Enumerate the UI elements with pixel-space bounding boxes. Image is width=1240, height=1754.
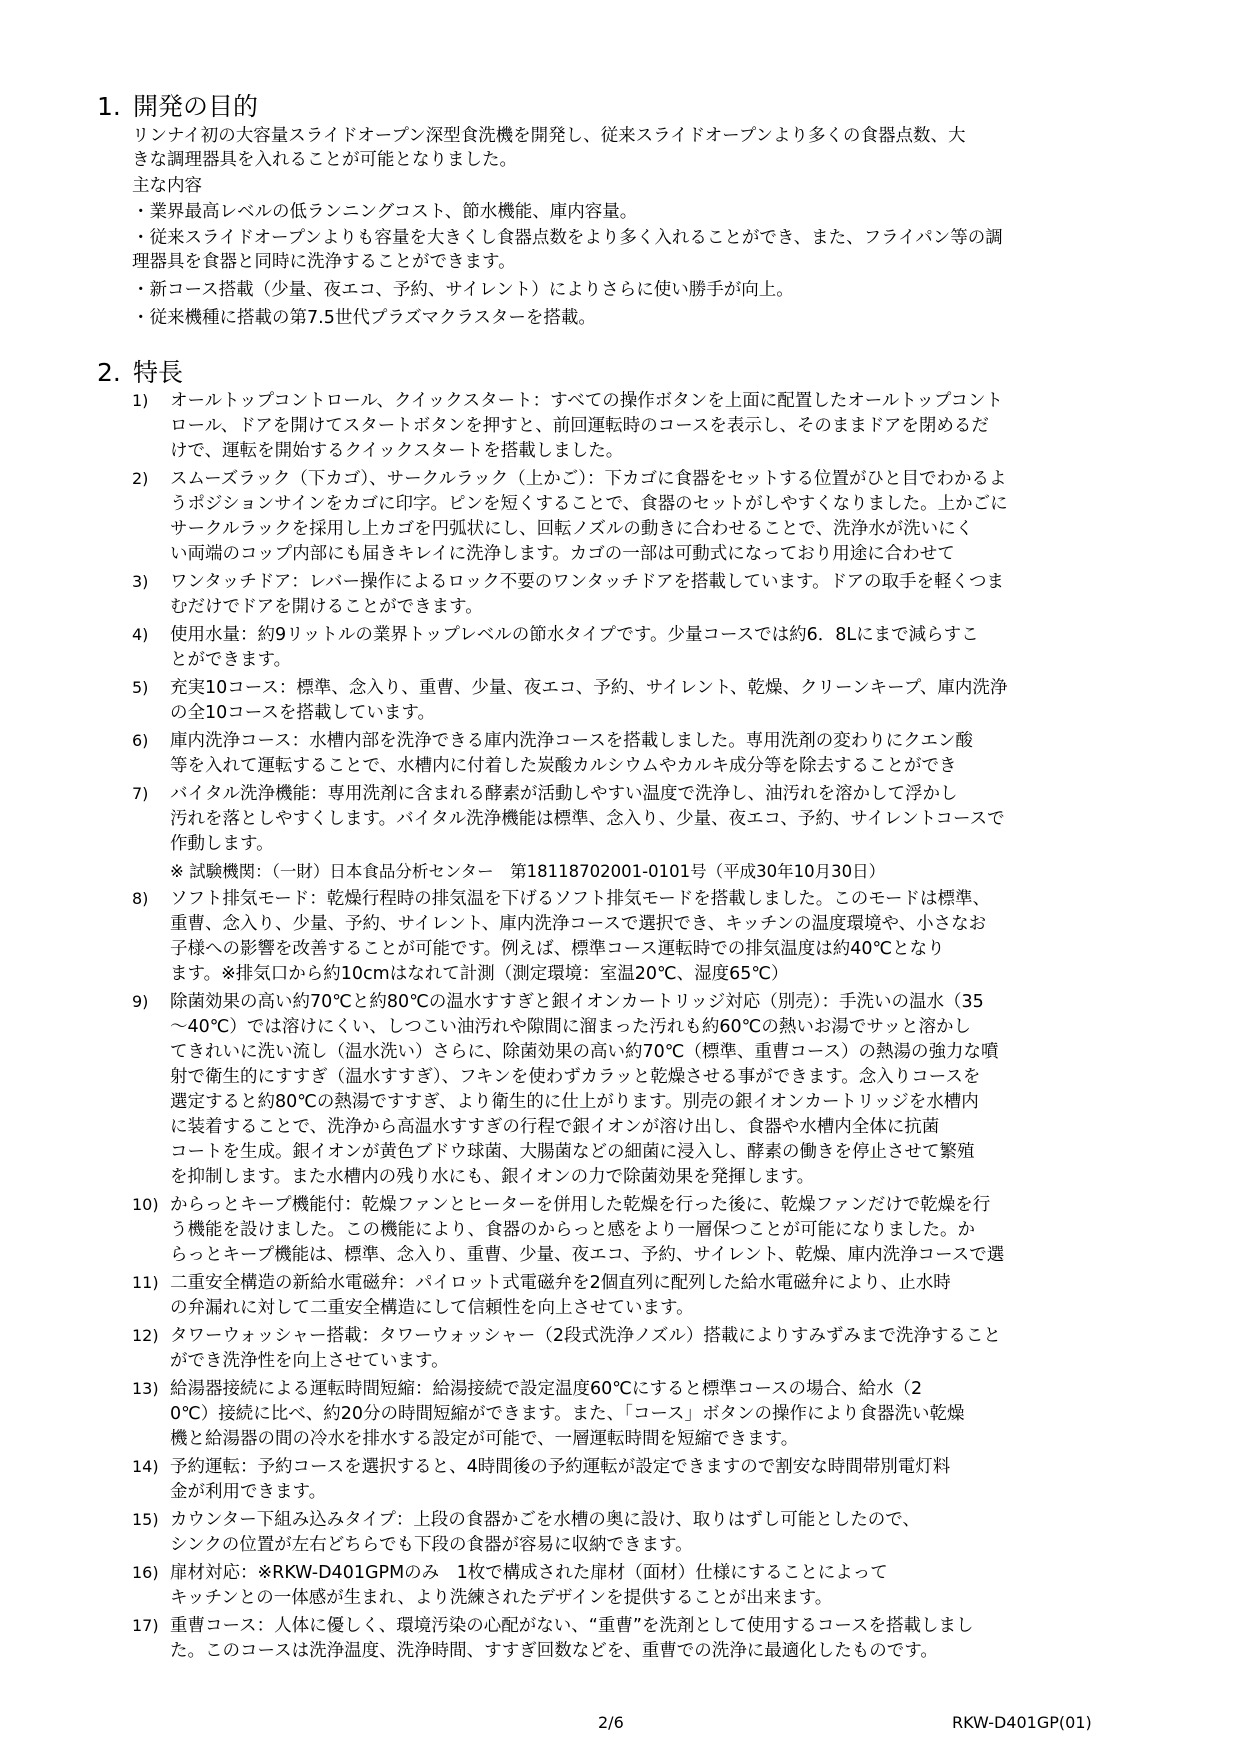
item-number: 4)	[132, 625, 149, 644]
item-line: 選定すると約80℃の熱湯ですすぎ、より衛生的に仕上がります。別売の銀イオンカートリッジを水槽内	[170, 1092, 979, 1112]
item-line: 扉材対応：※RKW-D401GPMのみ 1枚で構成された扉材（面材）仕様にすることによって	[170, 1563, 888, 1583]
item-line: 使用水量：約9リットルの業界トップレベルの節水タイプです。少量コースでは約6．8Lにまで減らすこ	[170, 625, 979, 645]
item-number: 8)	[132, 889, 149, 908]
item-line: けで、運転を開始するクイックスタートを搭載しました。	[170, 441, 624, 461]
item-line: 機と給湯器の間の冷水を排水する設定が可能で、一層運転時間を短縮できます。	[170, 1429, 799, 1449]
item-line: ができ洗浄性を向上させています。	[170, 1351, 449, 1371]
item-line: ワンタッチドア：レバー操作によるロック不要のワンタッチドアを搭載しています。ドアの取手を軽くつま	[170, 572, 1005, 592]
document-code: RKW-D401GP(01)	[952, 1713, 1092, 1732]
bullet-line: ・新コース搭載（少量、夜エコ、予約、サイレント）によりさらに使い勝手が向上。	[132, 280, 794, 300]
item-number: 13)	[132, 1379, 159, 1398]
item-line: サークルラックを採用し上カゴを円弧状にし、回転ノズルの動きに合わせることで、洗浄水が洗いにく	[170, 519, 974, 539]
item-line: ～40℃）では溶けにくい、しつこい油汚れや隙間に溜まった汚れも約60℃の熱いお湯でサッと溶かし	[170, 1017, 971, 1037]
item-line: の全10コースを搭載しています。	[170, 703, 435, 723]
section-title: 開発の目的	[133, 92, 259, 121]
item-line: スムーズラック（下カゴ）、サークルラック（上かご）：下カゴに食器をセットする位置がひと目でわかるよ	[170, 469, 1007, 489]
item-line: てきれいに洗い流し（温水洗い）さらに、除菌効果の高い約70℃（標準、重曹コース）の熱湯の強力な噴	[170, 1042, 999, 1062]
item-line: キッチンとの一体感が生まれ、より洗練されたデザインを提供することが出来ます。	[170, 1588, 833, 1608]
item-number: 6)	[132, 731, 149, 750]
item-line: バイタル洗浄機能：専用洗剤に含まれる酵素が活動しやすい温度で洗浄し、油汚れを溶かして浮かし	[170, 784, 958, 804]
item-line: 予約運転：予約コースを選択すると、4時間後の予約運転が設定できますので割安な時間帯別電灯料	[170, 1457, 951, 1477]
item-line: 汚れを落としやすくします。バイタル洗浄機能は標準、念入り、少量、夜エコ、予約、サイレントコースで	[170, 809, 1005, 829]
item-line: う機能を設けました。この機能により、食器のからっと感をより一層保つことが可能になりました。か	[170, 1220, 975, 1240]
item-line: 除菌効果の高い約70℃と約80℃の温水すすぎと銀イオンカートリッジ対応（別売）：手洗いの温水（35	[170, 992, 984, 1012]
item-line: 0℃）接続に比べ、約20分の時間短縮ができます。また、「コース」ボタンの操作により食器洗い乾燥	[170, 1404, 965, 1424]
item-number: 14)	[132, 1457, 159, 1476]
item-line: カウンター下組み込みタイプ：上段の食器かごを水槽の奥に設け、取りはずし可能としたので、	[170, 1510, 920, 1530]
item-line: の弁漏れに対して二重安全構造にして信頼性を向上させています。	[170, 1298, 694, 1318]
item-line: うポジションサインをカゴに印字。ピンを短くすることで、食器のセットがしやすくなりました。上かごに	[170, 494, 1008, 514]
subheading: 主な内容	[132, 176, 202, 196]
note-line: ※ 試験機関：（一財）日本食品分析センター 第18118702001-0101号（平成30年10月30日）	[170, 862, 886, 881]
item-number: 5)	[132, 678, 149, 697]
item-line: らっとキープ機能は、標準、念入り、重曹、少量、夜エコ、予約、サイレント、乾燥、庫内洗浄コースで選	[170, 1245, 1005, 1265]
item-line: に装着することで、洗浄から高温水すすぎの行程で銀イオンが溶け出し、食器や水槽内全体に抗菌	[170, 1117, 940, 1137]
item-number: 12)	[132, 1326, 159, 1345]
bullet-line: ・従来機種に搭載の第7.5世代プラズマクラスターを搭載。	[132, 308, 596, 328]
section-title: 特長	[133, 358, 184, 387]
item-line: ロール、ドアを開けてスタートボタンを押すと、前回運転時のコースを表示し、そのままドアを閉めるだ	[170, 416, 989, 436]
item-line: い両端のコップ内部にも届きキレイに洗浄します。カゴの一部は可動式になっており用途に合わせて	[170, 544, 955, 564]
item-number: 1)	[132, 391, 149, 410]
item-line: た。このコースは洗浄温度、洗浄時間、すすぎ回数などを、重曹での洗浄に最適化したものです。	[170, 1641, 938, 1661]
item-line: 金が利用できます。	[170, 1482, 327, 1502]
item-number: 2)	[132, 469, 149, 488]
item-line: 庫内洗浄コース：水槽内部を洗浄できる庫内洗浄コースを搭載しました。専用洗剤の変わりにクエン酸	[170, 731, 973, 751]
section-number: 2.	[97, 358, 121, 387]
item-number: 7)	[132, 784, 149, 803]
section-heading-2	[97, 358, 183, 388]
item-line: タワーウォッシャー搭載：タワーウォッシャー（2段式洗浄ノズル）搭載によりすみずみまで洗浄すること	[170, 1326, 1001, 1346]
item-line: シンクの位置が左右どちらでも下段の食器が容易に収納できます。	[170, 1535, 693, 1555]
item-number: 10)	[132, 1195, 159, 1214]
item-number: 17)	[132, 1616, 159, 1635]
item-number: 15)	[132, 1510, 159, 1529]
item-line: オールトップコントロール、クイックスタート：すべての操作ボタンを上面に配置したオールトップコント	[170, 391, 1003, 411]
item-number: 11)	[132, 1273, 159, 1292]
item-line: 重曹コース：人体に優しく、環境汚染の心配がない、“重曹”を洗剤として使用するコースを搭載しまし	[170, 1616, 974, 1636]
section-heading-1	[97, 92, 258, 122]
bullet-line: 理器具を食器と同時に洗浄することができます。	[132, 252, 516, 272]
item-line: ソフト排気モード：乾燥行程時の排気温を下げるソフト排気モードを搭載しました。このモードは標準、	[170, 889, 991, 909]
item-line: からっとキープ機能付：乾燥ファンとヒーターを併用した乾燥を行った後に、乾燥ファンだけで乾燥を行	[170, 1195, 991, 1215]
page-number: 2/6	[598, 1713, 624, 1732]
item-line: 充実10コース：標準、念入り、重曹、少量、夜エコ、予約、サイレント、乾燥、クリーンキープ、庫内洗浄	[170, 678, 1008, 698]
section-number: 1.	[97, 92, 121, 121]
item-line: を抑制します。また水槽内の残り水にも、銀イオンの力で除菌効果を発揮します。	[170, 1167, 815, 1187]
item-line: コートを生成。銀イオンが黄色ブドウ球菌、大腸菌などの細菌に浸入し、酵素の働きを停止させて繁殖	[170, 1142, 975, 1162]
item-line: ます。※排気口から約10cmはなれて計測（測定環境：室温20℃、湿度65℃）	[170, 964, 789, 984]
paragraph-line: リンナイ初の大容量スライドオープン深型食洗機を開発し、従来スライドオープンより多くの食器点数、大	[132, 126, 966, 146]
item-number: 3)	[132, 572, 149, 591]
item-line: 等を入れて運転することで、水槽内に付着した炭酸カルシウムやカルキ成分等を除去することができ	[170, 756, 957, 776]
item-line: 二重安全構造の新給水電磁弁：パイロット式電磁弁を2個直列に配列した給水電磁弁により、止水時	[170, 1273, 951, 1293]
bullet-line: ・業界最高レベルの低ランニングコスト、節水機能、庫内容量。	[132, 202, 638, 222]
item-number: 9)	[132, 992, 149, 1011]
item-line: とができます。	[170, 650, 292, 670]
bullet-line: ・従来スライドオープンよりも容量を大きくし食器点数をより多く入れることができ、また、フライパン等の調	[132, 228, 1003, 248]
item-line: 給湯器接続による運転時間短縮：給湯接続で設定温度60℃にすると標準コースの場合、給水（2	[170, 1379, 923, 1399]
item-number: 16)	[132, 1563, 159, 1582]
item-line: 重曹、念入り、少量、予約、サイレント、庫内洗浄コースで選択でき、キッチンの温度環境や、小さなお	[170, 914, 987, 934]
item-line: 子様への影響を改善することが可能です。例えば、標準コース運転時での排気温度は約40℃となり	[170, 939, 945, 959]
item-line: むだけでドアを開けることができます。	[170, 597, 483, 617]
paragraph-line: きな調理器具を入れることが可能となりました。	[132, 150, 517, 170]
item-line: 射で衛生的にすすぎ（温水すすぎ）、フキンを使わずカラッと乾燥させる事ができます。念入りコースを	[170, 1067, 981, 1087]
item-line: 作動します。	[170, 834, 274, 854]
